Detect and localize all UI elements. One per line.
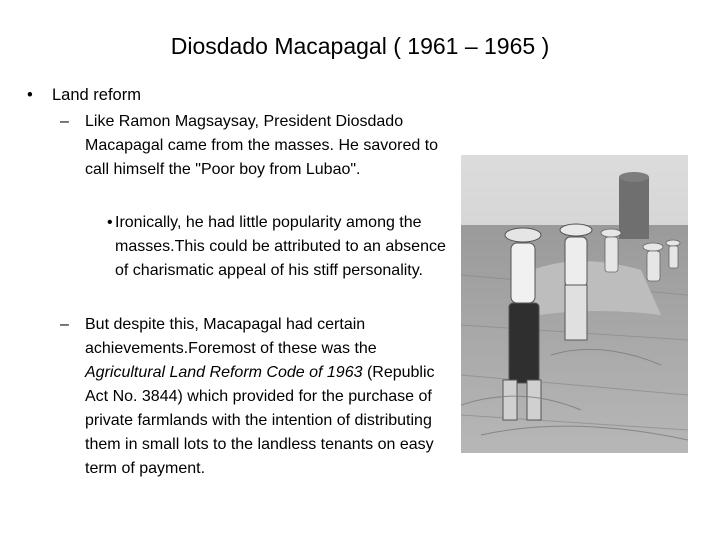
farmers-harvest-photo [461,155,688,453]
bullet-marker: • [107,214,113,231]
sub-sub-bullet-text: Ironically, he had little popularity among the masses.This could be attributed to an absence of charismatic appeal of his stiff personality. [115,214,446,279]
dash-marker: – [60,316,69,333]
slide-title: Diosdado Macapagal ( 1961 – 1965 ) [170,33,550,59]
sub-bullet-2-text-after: (Republic Act No. 3844) which provided for the purchase of private farmlands with the intention of distributing them in small lots to the landless tenants on easy term of payment. [85,364,435,477]
bullet-marker: • [27,86,33,104]
sub-bullet-2-text-before: But despite this, Macapagal had certain achievements.Foremost of these was the [85,316,377,357]
sub-bullet-1-text: Like Ramon Magsaysay, President Diosdado Macapagal came from the masses. He savored to call himself the "Poor boy from Lubao". [85,113,439,178]
act-title: Agricultural Land Reform Code of 1963 [85,364,363,381]
sub-bullet-2-text [85,313,450,481]
bullet-label: Land reform [52,86,141,104]
dash-marker: – [60,113,69,130]
